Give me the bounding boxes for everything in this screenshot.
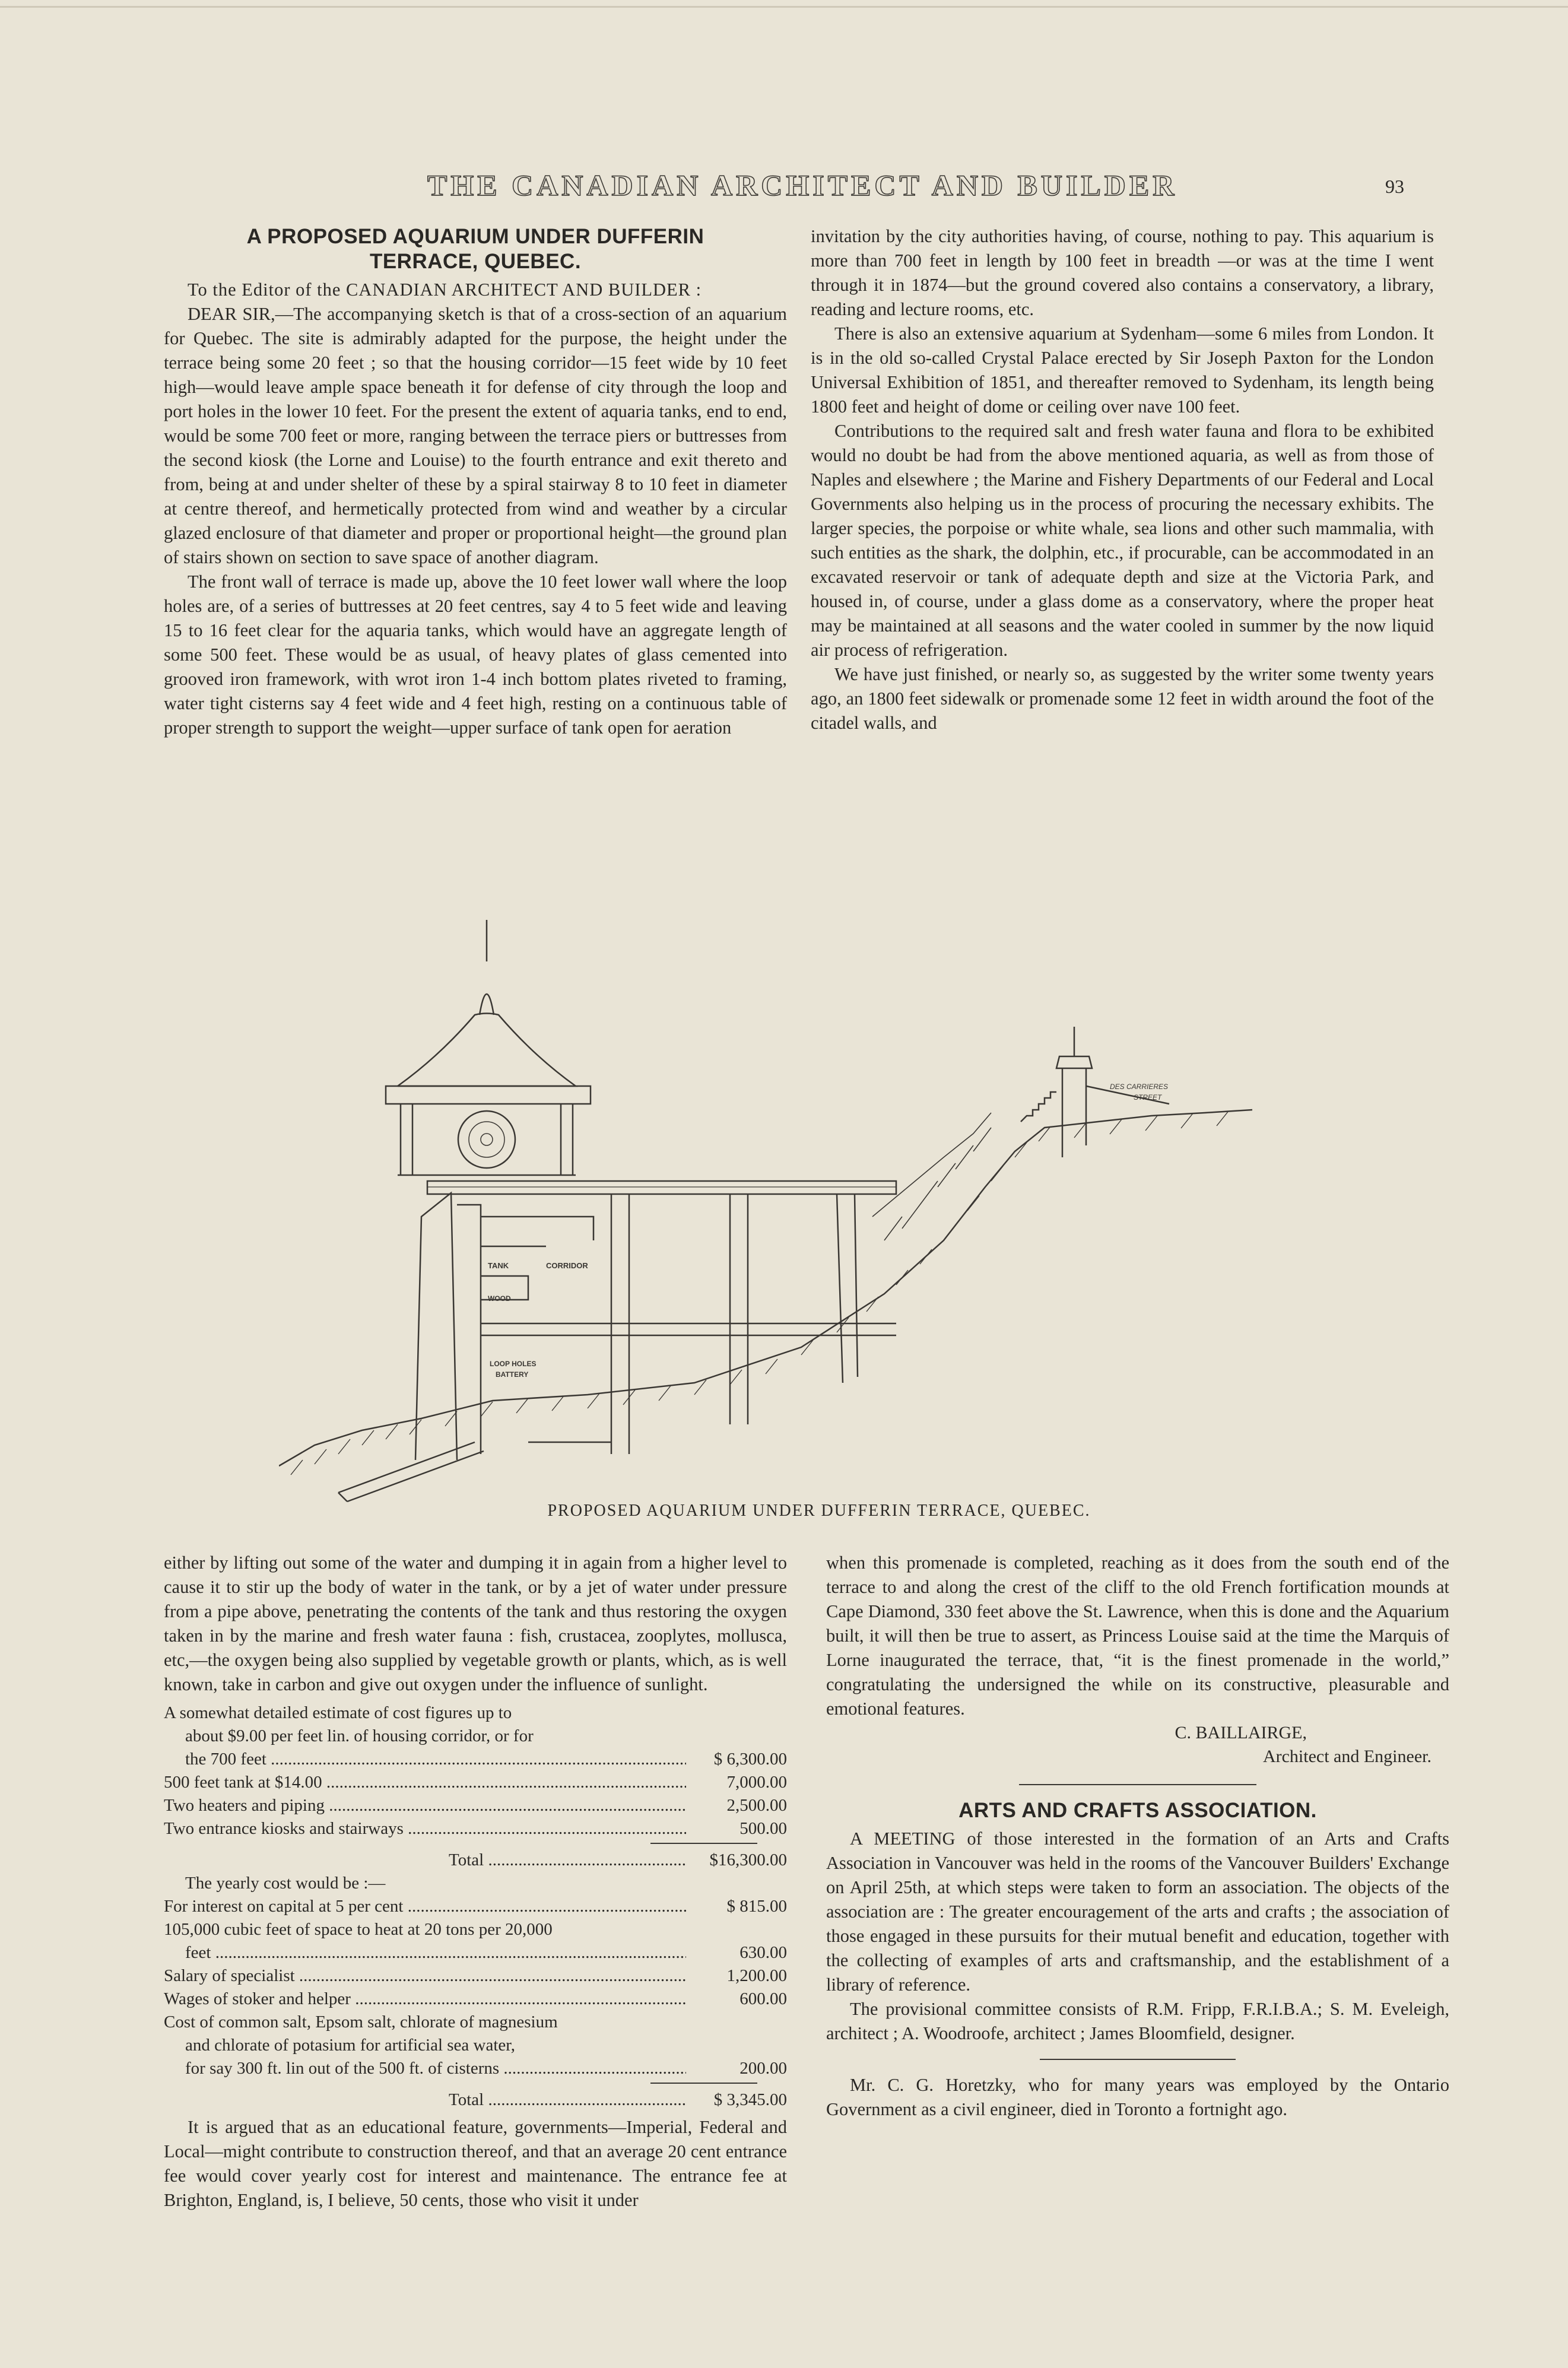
column-upper-left — [164, 224, 787, 740]
paragraph: A MEETING of those interested in the formation of an Arts and Crafts Association in Vancouver was held in the rooms of the Vancouver Builders' Exchange on April 25th, at which steps were taken to form an association. The objects of the association are : The greater encouragement of the arts and crafts ; the association of those engaged in these pursuits for their mutual benefit and education, together with the collecting of examples of arts and craftsmanship, and the establishment of a library of reference. — [826, 1829, 1449, 1995]
yearly-row: Salary of specialist ..... 1,200.00 — [164, 1964, 787, 1988]
column-upper-right — [811, 224, 1434, 735]
sum-rule — [650, 2083, 757, 2084]
section-title: ARTS AND CRAFTS ASSOCIATION. — [958, 1799, 1317, 1822]
terrace-deck — [427, 1181, 896, 1194]
yearly-row: Wages of stoker and helper ..... 600.00 — [164, 1988, 787, 2011]
paragraph: Contributions to the required salt and fresh water fauna and flora to be exhibited would no doubt be had from the above mentioned aquaria, as well as from those of Naples and elsewhere ; the Marine and Fishery Departments of our Federal and Local Governments also helping us in the process of procuring the necessary exhibits. The larger species, the porpoise or white whale, sea lions and other such mammalia, with such entities as the shark, the dolphin, etc., if procurable, can be accommodated in an excavated reservoir or tank of adequate depth and size at the Victoria Park, and housed in, of course, under a glass dome as a conservatory, where the proper heat may be maintained at all seasons and the water cooled in summer by the now liquid air process of refrigeration. — [811, 421, 1434, 660]
section-divider — [1019, 1784, 1256, 1785]
aquarium-cross-section-drawing — [279, 908, 1383, 1507]
salutation: To the Editor of the CANADIAN ARCHITECT AND BUILDER : — [188, 280, 702, 300]
cost-estimate — [164, 1702, 787, 2112]
top-border — [0, 6, 1568, 8]
paragraph: either by lifting out some of the water and dumping it in again from a higher level to cause it to stir up the body of water in the tank, or by a jet of water under pressure from a pipe above, penetrating the contents of the tank and thus restoring the oxygen taken in by the marine and fresh water fauna : fish, crustacea, zooplytes, mollusca, etc,—the oxygen being also supplied by vegetable growth or plants, which, as is well known, take in carbon and give out oxygen under the influence of sunlight. — [164, 1553, 787, 1694]
label-tank: TANK — [488, 1261, 509, 1270]
kiosk-roof — [398, 920, 576, 1086]
label-battery: BATTERY — [496, 1370, 529, 1379]
paragraph: when this promenade is completed, reaching as it does from the south end of the terrace to and along the crest of the cliff to the old French fortification mounds at Cape Diamond, 330 feet above the St. Lawrence, when this is done and the Aquarium built, it will then be true to assert, as Princess Louise said at the time the Marquis of Lorne inaugurated the terrace, that, “it is the finest promenade in the world,” congratulating the undersigned the while on its constructive, pleasurable and emotional features. — [826, 1553, 1449, 1719]
paragraph: We have just finished, or nearly so, as suggested by the writer some twenty years ago, an 1800 feet sidewalk or promenade some 12 feet in width around the foot of the citadel walls, and — [811, 664, 1434, 733]
paragraph: The provisional committee consists of R.M. Fripp, F.R.I.B.A.; S. M. Eveleigh, architect ; A. Woodroofe, architect ; James Bloomfield, designer. — [826, 1999, 1449, 2043]
column-lower-right — [826, 1551, 1449, 2122]
paragraph: invitation by the city authorities having, of course, nothing to pay. This aquarium is more than 700 feet in length by 100 feet in breadth —or was at the time I went through it in 1874—but the ground covered also contains a conservatory, a library, reading and lecture rooms, etc. — [811, 226, 1434, 319]
yearly-intro: The yearly cost would be :— — [185, 1874, 386, 1893]
estimate-row: Two entrance kiosks and stairways ..... 500.00 — [164, 1817, 787, 1840]
yearly-row: Cost of common salt, Epsom salt, chlorate of magnesium — [164, 2013, 558, 2031]
label-loop-holes: LOOP HOLES — [490, 1360, 537, 1368]
yearly-row: feet ..... 630.00 — [164, 1941, 787, 1964]
sum-rule — [650, 1843, 757, 1844]
kiosk-rose-window — [458, 1111, 515, 1168]
label-wood: WOOD — [488, 1294, 511, 1303]
estimate-intro: A somewhat detailed estimate of cost figures up to — [164, 1703, 512, 1722]
estimate-intro-2: about $9.00 per feet lin. of housing corridor, or for — [185, 1726, 534, 1745]
yearly-row: For interest on capital at 5 per cent ..... $ 815.00 — [164, 1895, 787, 1918]
paragraph: Mr. C. G. Horetzky, who for many years was employed by the Ontario Government as a civil engineer, died in Toronto a fortnight ago. — [826, 2075, 1449, 2119]
cliff-face — [872, 1113, 991, 1240]
estimate-row: the 700 feet ..... $ 6,300.00 — [164, 1748, 787, 1771]
estimate-row: Two heaters and piping ..... 2,500.00 — [164, 1794, 787, 1817]
paragraph: There is also an extensive aquarium at Sydenham—some 6 miles from London. It is in the old so-called Crystal Palace erected by Sir Joseph Paxton for the London Universal Exhibition of 1851, and thereafter removed to Sydenham, its length being 1800 feet and height of dome or ceiling over nave 100 feet. — [811, 323, 1434, 417]
front-wall — [415, 1193, 457, 1460]
yearly-total: Total ..... $ 3,345.00 — [164, 2088, 787, 2112]
paragraph: It is argued that as an educational feature, governments—Imperial, Federal and Local—might contribute to construction thereof, and that an average 20 cent entrance fee would cover yearly cost for interest and maintenance. The entrance fee at Brighton, England, is, I believe, 50 cents, those who visit it under — [164, 2117, 787, 2210]
estimate-total: Total ..... $16,300.00 — [164, 1849, 787, 1872]
section-divider — [1040, 2059, 1236, 2060]
label-street: DES CARRIERES — [1110, 1083, 1169, 1091]
loop-hole-pipe — [338, 1442, 484, 1502]
kiosk-columns — [398, 1104, 576, 1175]
yearly-row: and chlorate of potasium for artificial sea water, — [185, 2036, 516, 2055]
page-number: 93 — [1385, 176, 1404, 197]
estimate-row: 500 feet tank at $14.00 ..... 7,000.00 — [164, 1771, 787, 1794]
yearly-row: for say 300 ft. lin out of the 500 ft. of cisterns ..... 200.00 — [164, 2057, 787, 2080]
corridor-walls — [457, 1205, 896, 1454]
signature-name: C. BAILLAIRGE, — [1175, 1723, 1307, 1742]
ground-hatching — [291, 1111, 1229, 1475]
signature-title: Architect and Engineer. — [1262, 1747, 1431, 1766]
figure-caption: PROPOSED AQUARIUM UNDER DUFFERIN TERRACE, QUEBEC. — [547, 1502, 1091, 1520]
article-title-line-2: TERRACE, QUEBEC. — [369, 250, 582, 273]
paragraph: The front wall of terrace is made up, above the 10 feet lower wall where the loop holes are, of a series of buttresses at 20 feet centres, say 4 to 5 feet wide and leaving 15 to 16 feet clear for the aquaria tanks, which would have an aggregate length of some 500 feet. These would be as usual, of heavy plates of glass cemented into grooved iron framework, with wrot iron 1-4 inch bottom plates riveted to framing, water tight cisterns say 4 feet wide and 4 feet high, resting on a continuous table of proper strength to support the weight—upper surface of tank open for aeration — [164, 572, 787, 738]
paragraph: DEAR SIR,—The accompanying sketch is that of a cross-section of an aquarium for Quebec. The site is admirably adapted for the purpose, the height under the terrace being some 20 feet ; so that the housing corridor—15 feet wide by 10 feet high—would leave ample space beneath it for defense of city through the loop and port holes in the lower 10 feet. For the present the extent of aquaria tanks, end to end, would be some 700 feet or more, ranging between the terrace piers or buttresses from the second kiosk (the Lorne and Louise) to the fourth entrance and exit thereto and from, being at and under shelter of these by a spiral stairway 8 to 10 feet in diameter at centre thereof, and hermetically protected from wind and weather by a circular glazed enclosure of that diameter and proper or proportional height—the ground plan of stairs shown on section to save space of another diagram. — [164, 304, 787, 567]
yearly-row: 105,000 cubic feet of space to heat at 20 tons per 20,000 — [164, 1920, 553, 1939]
column-lower-left — [164, 1551, 787, 2213]
masthead: THE CANADIAN ARCHITECT AND BUILDER — [427, 169, 1178, 202]
article-title-line-1: A PROPOSED AQUARIUM UNDER DUFFERIN — [246, 225, 704, 248]
label-street-2: STREET — [1134, 1093, 1162, 1102]
article-title — [164, 224, 787, 274]
label-corridor: CORRIDOR — [546, 1261, 588, 1270]
ground-line — [279, 1110, 1252, 1466]
kiosk-cornice — [386, 1086, 591, 1104]
